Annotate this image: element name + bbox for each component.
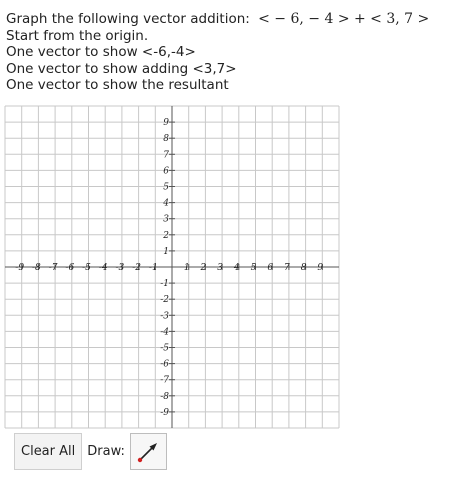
draw-label: Draw: — [87, 444, 125, 459]
y-tick-label: -4 — [160, 327, 169, 338]
y-tick-label: 2 — [163, 230, 169, 241]
x-tick-label: 9 — [317, 263, 324, 273]
instruction-line: One vector to show the resultant — [6, 77, 229, 93]
x-tick-label: -5 — [82, 263, 91, 273]
instruction-line: One vector to show <-6,-4> — [6, 44, 196, 60]
y-tick-label: -9 — [160, 407, 169, 418]
instruction-line: Start from the origin. — [6, 27, 149, 44]
x-tick-label: -8 — [32, 263, 41, 273]
x-tick-label: 3 — [217, 263, 223, 273]
x-tick-label: -2 — [132, 263, 141, 273]
y-tick-label: 6 — [163, 166, 169, 177]
prompt-vector-expression: < − 6, − 4 > + < 3, 7 > — [258, 11, 430, 27]
vector-tool-icon — [135, 439, 161, 465]
x-tick-label: 6 — [267, 263, 274, 273]
x-tick-label: 8 — [300, 263, 307, 273]
vector-tool-button[interactable] — [130, 433, 167, 470]
x-tick-label: 5 — [250, 263, 257, 273]
x-tick-label: -6 — [65, 263, 75, 273]
y-tick-label: -3 — [160, 311, 169, 322]
y-tick-label: 5 — [163, 182, 169, 193]
x-tick-label: -3 — [115, 263, 125, 273]
y-tick-label: -2 — [160, 295, 169, 306]
prompt-heading — [6, 11, 429, 28]
prompt-heading-text: Graph the following vector addition: — [6, 11, 250, 27]
x-tick-label: -7 — [48, 263, 58, 273]
x-tick-label: -4 — [98, 263, 108, 273]
y-tick-label: -6 — [160, 359, 169, 370]
clear-all-button[interactable]: Clear All — [14, 433, 82, 470]
y-tick-label: 1 — [163, 246, 169, 257]
y-tick-label: 7 — [163, 150, 169, 161]
question-prompt — [6, 11, 429, 94]
x-tick-label: -1 — [148, 263, 158, 273]
y-tick-label: -8 — [160, 391, 169, 402]
y-tick-label: 9 — [163, 118, 169, 129]
graphing-canvas[interactable] — [0, 101, 345, 433]
y-tick-label: 4 — [163, 198, 169, 209]
y-tick-label: 3 — [163, 214, 169, 225]
y-tick-label: -5 — [160, 343, 169, 354]
x-tick-label: 2 — [200, 263, 207, 273]
x-tick-label: -9 — [15, 263, 25, 273]
x-tick-label: 4 — [233, 263, 240, 273]
graph-toolbar — [14, 433, 167, 470]
y-tick-label: -7 — [160, 375, 169, 386]
x-tick-label: 1 — [183, 263, 190, 273]
instruction-line: One vector to show adding <3,7> — [6, 60, 237, 77]
y-tick-label: -1 — [160, 279, 169, 290]
y-tick-label: 8 — [163, 134, 169, 145]
x-tick-label: 7 — [284, 263, 290, 273]
